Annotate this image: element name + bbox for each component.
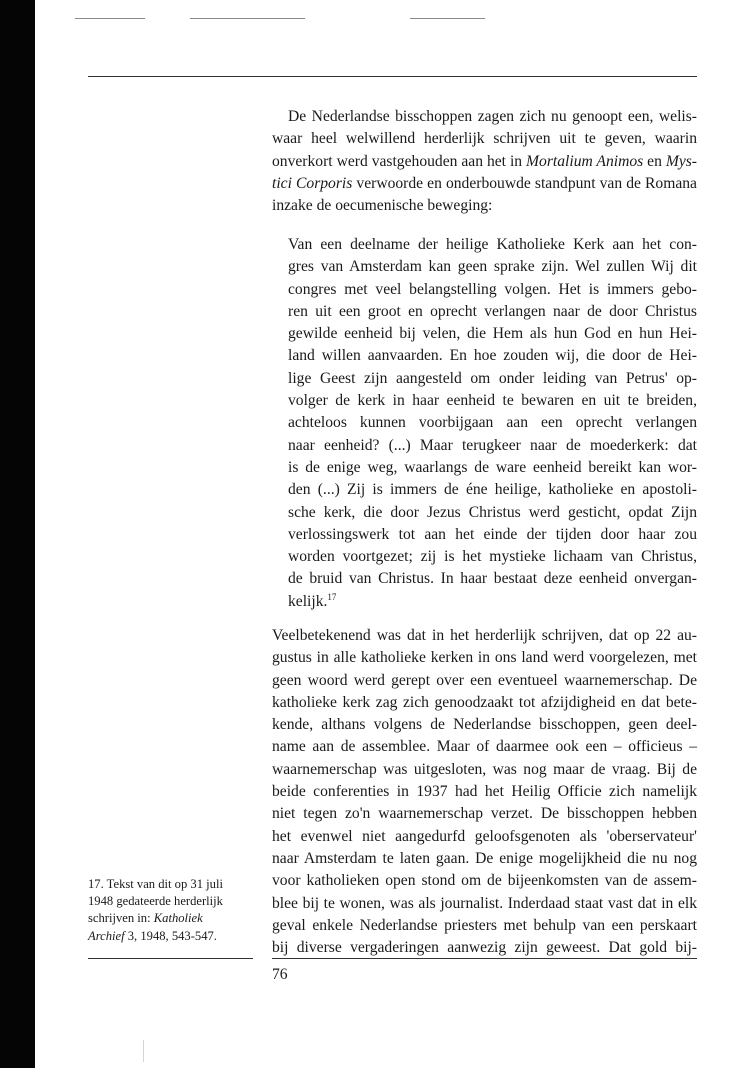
- body-line: kende, althans volgens de Nederlandse bisschoppen, geen deel-: [272, 716, 697, 734]
- body-line: katholieke kerk zag zich genoodzaakt tot afzijdigheid en dat bete-: [272, 693, 697, 711]
- quote-line: sche kerk, die door Jezus Christus werd gesticht, opdat Zijn: [288, 503, 697, 521]
- footnote-line: 1948 gedateerde herderlijk: [88, 894, 223, 909]
- quote-line: congres met veel belangstelling volgen. Het is immers gebo-: [288, 280, 697, 298]
- quote-line: achteloos kunnen voorbijgaan aan een oprecht verlangen: [288, 414, 697, 432]
- scan-edge-bar: [0, 0, 35, 1068]
- body-line: het evenwel niet aangedurfd geloofsgenoten als 'oberservateur': [272, 827, 697, 845]
- body-line: geval enkele Nederlandse priesters met behulp van een perskaart: [272, 916, 697, 934]
- footer-rule: [272, 958, 697, 959]
- block-quote: [288, 234, 697, 613]
- intro-paragraph: De Nederlandse bisschoppen zagen zich nu genoopt een, welis- waar heel welwillend herderlijk schrijven uit te geven, waarin onverkort werd vastgehouden aan het in Mortalium Animos en Mys- tici Corporis verwoorde en onderbouwde standpunt van de Romana inzake de oecumenische beweging:: [272, 108, 698, 215]
- quote-line: verlossingswerk tot aan het einde der tijden door haar zou: [288, 525, 697, 543]
- body-line: niet tegen zo'n waarnemerschap verzet. De bisschoppen hebben: [272, 805, 697, 823]
- scan-artifact-line: [410, 18, 485, 19]
- body-line: Veelbetekenend was dat in het herderlijk schrijven, dat op 22 au-: [272, 627, 697, 644]
- quote-line: worden voortgezet; zij is het mystieke lichaam van Christus,: [288, 548, 697, 566]
- quote-line: gewilde eenheid bij velen, die Hem als hun God en hun Hei-: [288, 325, 697, 343]
- quote-line: lige Geest zijn aangesteld om onder leiding van Petrus' op-: [288, 369, 697, 387]
- quote-line: den (...) Zij is immers de éne heilige, katholieke en apostoli-: [288, 481, 697, 499]
- page-number: 76: [272, 966, 288, 983]
- scan-artifact-line: [190, 18, 305, 19]
- quote-line: land willen aanvaarden. En hoe zouden wij, die door de Hei-: [288, 347, 697, 365]
- body-line: geen woord werd gerept over een eventueel waarnemerschap. De: [272, 671, 697, 689]
- quote-line: volger de kerk in haar eenheid te bewaren en uit te breiden,: [288, 392, 697, 410]
- scan-smudge: [143, 1040, 144, 1062]
- header-rule: [88, 76, 697, 77]
- quote-line: ren uit een groot en oprecht verlangen naar de door Christus: [288, 302, 697, 320]
- body-line: blee bij te wonen, was als journalist. Inderdaad staat vast dat in elk: [272, 894, 697, 912]
- quote-line: gres van Amsterdam kan geen sprake zijn. Wel zullen Wij dit: [288, 258, 697, 276]
- quote-line: Van een deelname der heilige Katholieke Kerk aan het con-: [288, 236, 697, 253]
- body-paragraph: [272, 625, 697, 959]
- quote-line: de bruid van Christus. In haar bestaat deze eenheid onvergan-: [288, 570, 697, 588]
- body-line: bij diverse vergaderingen aanwezig zijn geweest. Dat gold bij-: [272, 939, 697, 957]
- body-line: name aan de assemblee. Maar of daarmee ook een – officieus –: [272, 738, 697, 756]
- quote-line: naar eenheid? (...) Maar terugkeer naar de moederkerk: dat: [288, 436, 697, 454]
- footnote-rule: [88, 958, 253, 959]
- body-line: voor katholieken open stond om de bijeenkomsten van de assem-: [272, 872, 697, 890]
- footnote-line: Archief 3, 1948, 543-547.: [88, 928, 217, 943]
- footnote: [88, 876, 253, 945]
- scan-artifact-line: [75, 18, 145, 19]
- footnote-marker: 17: [327, 591, 337, 602]
- body-line: gustus in alle katholieke kerken in ons land werd voorgelezen, met: [272, 649, 697, 667]
- body-line: beide conferenties in 1937 had het Heilig Officie zich namelijk: [272, 783, 697, 801]
- footnote-line: 17. Tekst van dit op 31 juli: [88, 877, 223, 891]
- footnote-line: schrijven in: Katholiek: [88, 911, 203, 926]
- quote-line: is de enige weg, waarlangs de ware eenheid bereikt kan wor-: [288, 458, 697, 476]
- quote-line-last: kelijk.$^{17}$: [288, 591, 337, 610]
- body-line: naar Amsterdam te laten gaan. De enige mogelijkheid die nu nog: [272, 849, 697, 867]
- body-line: waarnemerschap was uitgesloten, was nog maar de vraag. Bij de: [272, 760, 697, 778]
